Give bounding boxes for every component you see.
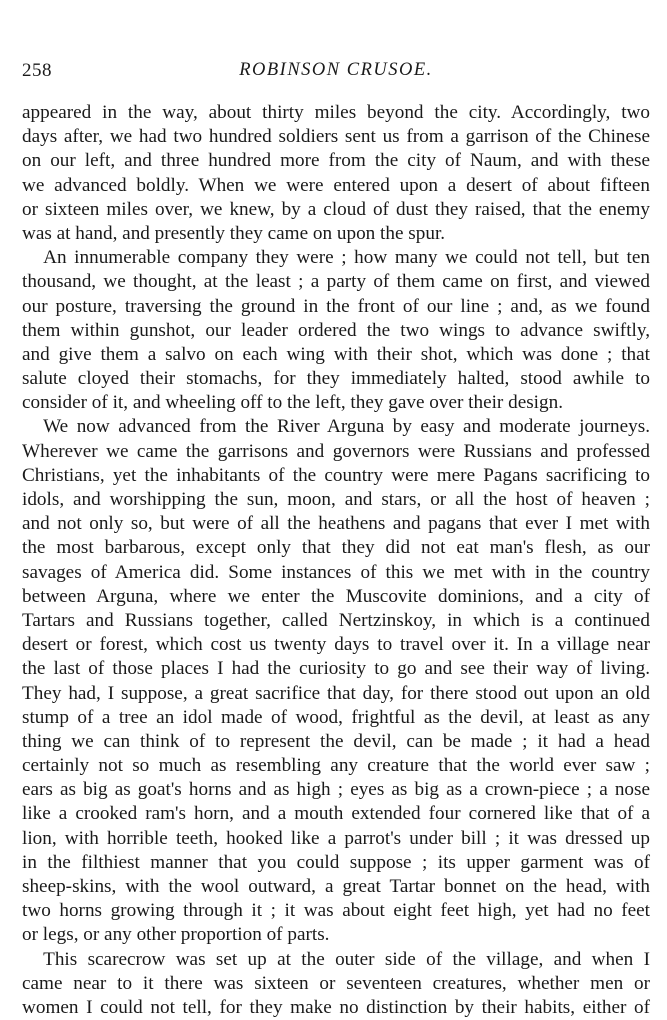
- text-line: between Arguna, where we enter the Muscovite dominions, and a city of: [22, 585, 650, 607]
- text-line: them within gunshot, our leader ordered the two wings to advance swiftly,: [22, 319, 650, 341]
- text-line: days after, we had two hundred soldiers sent us from a garrison of the Chinese: [22, 126, 650, 148]
- page-header: [22, 60, 650, 86]
- text-line: and give them a salvo on each wing with their shot, which was done ; that: [22, 343, 650, 365]
- text-line: came near to it there was sixteen or seventeen creatures, whether men or: [22, 972, 650, 994]
- text-line: We now advanced from the River Arguna by easy and moderate journeys.: [43, 416, 650, 438]
- text-line: was at hand, and presently they came on upon the spur.: [22, 222, 446, 244]
- text-line: our posture, traversing the ground in the front of our line ; and, as we found: [22, 295, 650, 317]
- text-line: on our left, and three hundred more from the city of Naum, and with these: [22, 150, 650, 172]
- text-line: stump of a tree an idol made of wood, frightful as the devil, at least as any: [22, 706, 650, 728]
- body-text: [22, 101, 650, 1020]
- text-line: Wherever we came the garrisons and governors were Russians and professed: [22, 440, 650, 462]
- text-line: two horns growing through it ; it was about eight feet high, yet had no feet: [22, 900, 650, 922]
- text-line: and not only so, but were of all the heathens and pagans that ever I met with: [22, 513, 650, 535]
- text-line: Christians, yet the inhabitants of the country were mere Pagans sacrificing to: [22, 464, 650, 486]
- text-line: or sixteen miles over, we knew, by a cloud of dust they raised, that the enemy: [22, 198, 650, 220]
- paragraph: [22, 948, 650, 1020]
- text-line: like a crooked ram's horn, and a mouth extended four cornered like that of a: [22, 803, 650, 825]
- page-number: 258: [22, 60, 52, 81]
- text-line: thousand, we thought, at the least ; a party of them came on first, and viewed: [22, 271, 650, 293]
- paragraph: [22, 246, 650, 415]
- paragraph: [22, 101, 650, 246]
- text-line: sheep-skins, with the wool outward, a great Tartar bonnet on the head, with: [22, 876, 650, 897]
- text-line: salute cloyed their stomachs, for they immediately halted, stood awhile to: [22, 368, 650, 390]
- text-line: the most barbarous, except only that they did not eat man's flesh, as our: [22, 537, 650, 559]
- text-line: appeared in the way, about thirty miles beyond the city. Accordingly, two: [22, 102, 650, 123]
- text-line: or legs, or any other proportion of parts.: [22, 924, 330, 946]
- text-line: This scarecrow was set up at the outer side of the village, and when I: [43, 948, 650, 970]
- text-line: we advanced boldly. When we were entered upon a desert of about fifteen: [22, 174, 650, 196]
- text-line: Tartars and Russians together, called Nertzinskoy, in which is a continued: [22, 609, 650, 631]
- running-title: ROBINSON CRUSOE.: [239, 60, 433, 80]
- paragraph: [22, 415, 650, 947]
- text-line: thing we can think of to represent the devil, can be made ; it had a head: [22, 730, 650, 752]
- text-line: lion, with horrible teeth, hooked like a parrot's under bill ; it was dressed up: [22, 827, 650, 849]
- text-line: An innumerable company they were ; how many we could not tell, but ten: [43, 247, 650, 269]
- text-line: idols, and worshipping the sun, moon, and stars, or all the host of heaven ;: [22, 489, 650, 510]
- text-line: desert or forest, which cost us twenty days to travel over it. In a village near: [22, 634, 650, 656]
- text-line: ears as big as goat's horns and as high ; eyes as big as a crown-piece ; a nose: [22, 779, 650, 801]
- text-line: the last of those places I had the curiosity to go and see their way of living.: [22, 658, 650, 680]
- text-line: consider of it, and wheeling off to the left, they gave over their design.: [22, 392, 563, 414]
- text-line: women I could not tell, for they make no distinction by their habits, either of: [22, 996, 650, 1018]
- text-line: certainly not so much as resembling any creature that the world ever saw ;: [22, 755, 650, 777]
- text-line: in the filthiest manner that you could suppose ; its upper garment was of: [22, 851, 650, 873]
- text-line: They had, I suppose, a great sacrifice that day, for there stood out upon an old: [22, 682, 650, 704]
- text-line: savages of America did. Some instances of this we met with in the country: [22, 561, 650, 583]
